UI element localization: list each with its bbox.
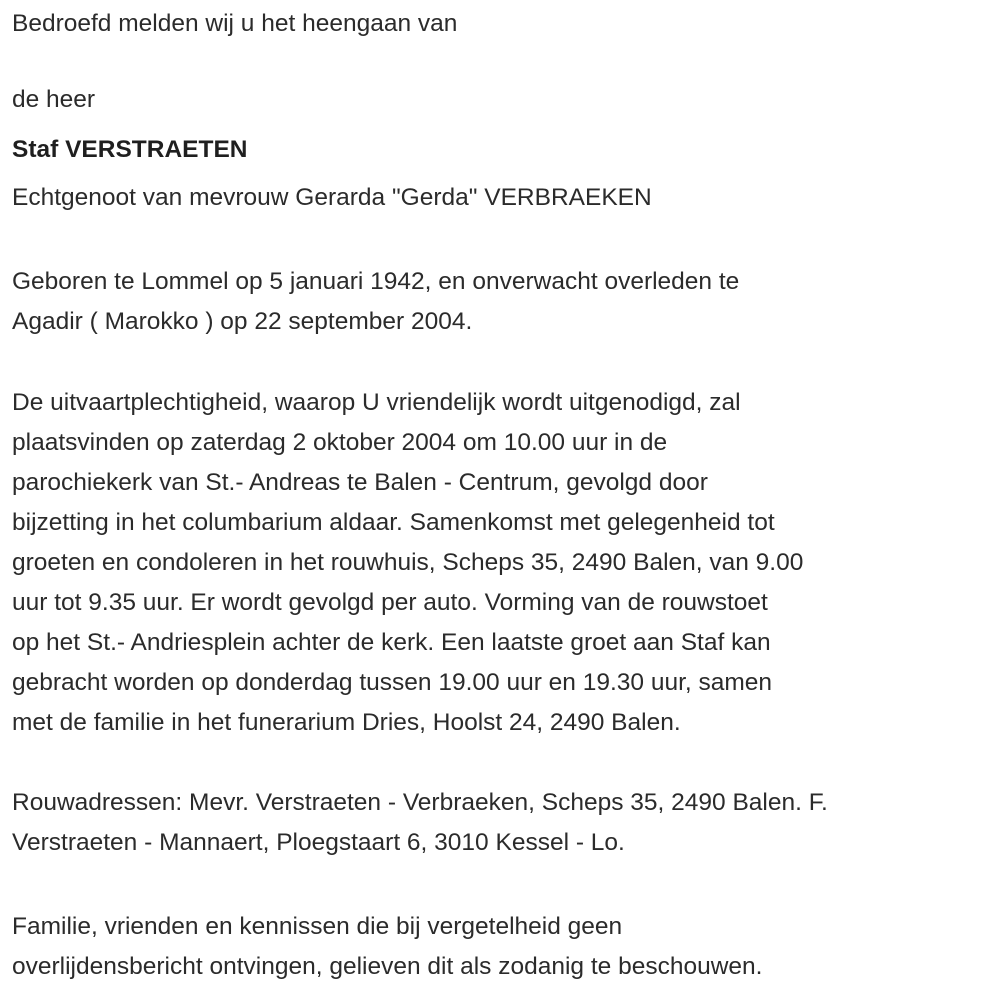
spouse-line: Echtgenoot van mevrouw Gerarda "Gerda" VERBRAEKEN [12, 184, 652, 211]
text-line: met de familie in het funerarium Dries, Hoolst 24, 2490 Balen. [12, 709, 681, 736]
birth-death-paragraph [12, 262, 986, 342]
text-line: Rouwadressen: Mevr. Verstraeten - Verbraeken, Scheps 35, 2490 Balen. F. [12, 789, 828, 816]
closing-paragraph [12, 907, 986, 987]
text-line: Agadir ( Marokko ) op 22 september 2004. [12, 308, 473, 335]
text-line: parochiekerk van St.- Andreas te Balen - Centrum, gevolgd door [12, 469, 708, 496]
text-line: bijzetting in het columbarium aldaar. Samenkomst met gelegenheid tot [12, 509, 775, 536]
text-line: overlijdensbericht ontvingen, gelieven dit als zodanig te beschouwen. [12, 953, 763, 980]
deceased-name: Staf VERSTRAETEN [12, 136, 248, 163]
intro-line: Bedroefd melden wij u het heengaan van [12, 10, 458, 37]
mourning-addresses-paragraph [12, 783, 986, 863]
salutation-line: de heer [12, 86, 96, 113]
text-line: groeten en condoleren in het rouwhuis, Scheps 35, 2490 Balen, van 9.00 [12, 549, 804, 576]
text-line: op het St.- Andriesplein achter de kerk. Een laatste groet aan Staf kan [12, 629, 771, 656]
text-line: uur tot 9.35 uur. Er wordt gevolgd per auto. Vorming van de rouwstoet [12, 589, 768, 616]
ceremony-paragraph [12, 383, 986, 743]
text-line: Familie, vrienden en kennissen die bij vergetelheid geen [12, 913, 623, 940]
text-line: Verstraeten - Mannaert, Ploegstaart 6, 3010 Kessel - Lo. [12, 829, 625, 856]
text-line: gebracht worden op donderdag tussen 19.00 uur en 19.30 uur, samen [12, 669, 773, 696]
text-line: plaatsvinden op zaterdag 2 oktober 2004 om 10.00 uur in de [12, 429, 668, 456]
text-line: Geboren te Lommel op 5 januari 1942, en onverwacht overleden te [12, 268, 740, 295]
text-line: De uitvaartplechtigheid, waarop U vriendelijk wordt uitgenodigd, zal [12, 389, 741, 416]
